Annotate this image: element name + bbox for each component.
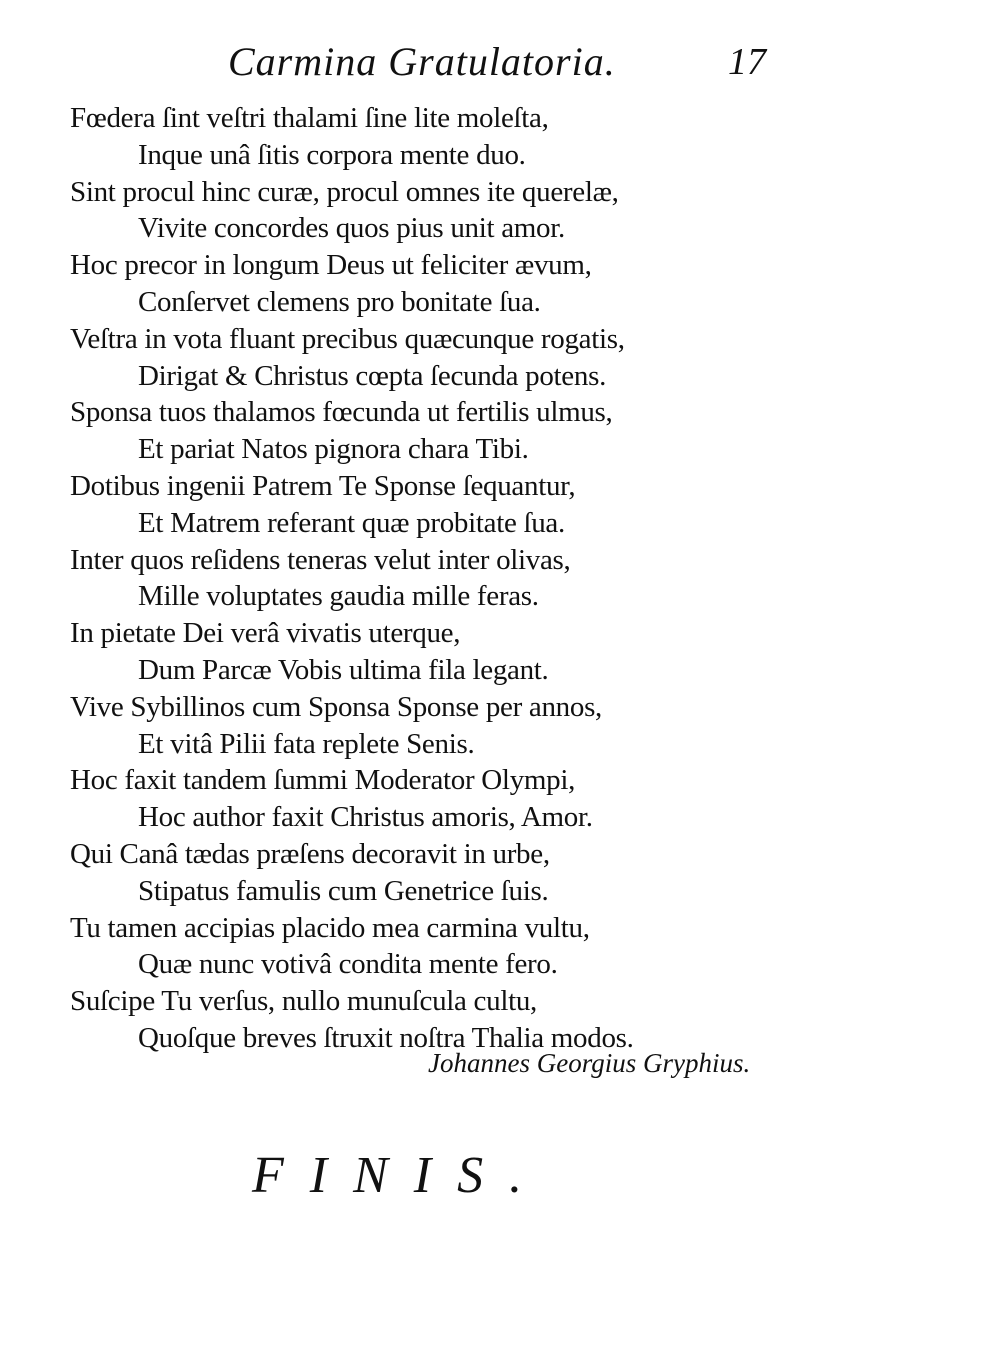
verse-line: Dirigat & Christus cœpta ſecunda potens. bbox=[138, 359, 607, 392]
author-signature: Johannes Georgius Gryphius. bbox=[428, 1048, 751, 1078]
verse-line: Conſervet clemens pro bonitate ſua. bbox=[138, 285, 541, 318]
verse-line: Et Matrem referant quæ probitate ſua. bbox=[138, 506, 565, 539]
verse-line: Hoc author faxit Christus amoris, Amor. bbox=[138, 801, 593, 834]
verse-line: Quoſque breves ſtruxit noſtra Thalia modos. bbox=[138, 1021, 634, 1054]
verse-line: In pietate Dei verâ vivatis uterque, bbox=[70, 617, 461, 650]
verse-line: Vivite concordes quos pius unit amor. bbox=[138, 212, 565, 245]
verse-line: Mille voluptates gaudia mille feras. bbox=[138, 580, 539, 613]
verse-line: Tu tamen accipias placido mea carmina vultu, bbox=[70, 911, 590, 944]
verse-line: Et vitâ Pilii fata replete Senis. bbox=[138, 727, 475, 760]
finis-colophon: FINIS. bbox=[252, 1147, 549, 1204]
verse-line: Veſtra in vota fluant precibus quæcunque rogatis, bbox=[70, 322, 625, 355]
verse-line: Inque unâ ſitis corpora mente duo. bbox=[138, 138, 526, 171]
verse-line: Dotibus ingenii Patrem Te Sponse ſequantur, bbox=[70, 469, 576, 502]
verse-line: Sint procul hinc curæ, procul omnes ite querelæ, bbox=[70, 175, 619, 208]
verse-line: Hoc precor in longum Deus ut feliciter ævum, bbox=[70, 249, 592, 282]
verse-line: Sponsa tuos thalamos fœcunda ut fertilis ulmus, bbox=[70, 396, 613, 429]
page-number: 17 bbox=[728, 41, 766, 83]
verse-line: Inter quos reſidens teneras velut inter olivas, bbox=[70, 543, 571, 576]
running-head bbox=[0, 38, 1000, 94]
verse-line: Dum Parcæ Vobis ultima fila legant. bbox=[138, 653, 549, 686]
verse-line: Qui Canâ tædas præſens decoravit in urbe, bbox=[70, 837, 550, 870]
verse-line: Et pariat Natos pignora chara Tibi. bbox=[138, 433, 529, 466]
verse-line: Suſcipe Tu verſus, nullo munuſcula cultu, bbox=[70, 985, 537, 1018]
verse-line: Stipatus famulis cum Genetrice ſuis. bbox=[138, 874, 549, 907]
verse-line: Vive Sybillinos cum Sponsa Sponse per annos, bbox=[70, 690, 603, 723]
verse-line: Hoc faxit tandem ſummi Moderator Olympi, bbox=[70, 764, 576, 797]
running-title: Carmina Gratulatoria. bbox=[228, 39, 616, 84]
verse-line: Quæ nunc votivâ condita mente fero. bbox=[138, 948, 558, 981]
poem bbox=[70, 100, 950, 1057]
verse-line: Fœdera ſint veſtri thalami ſine lite moleſta, bbox=[70, 102, 549, 134]
